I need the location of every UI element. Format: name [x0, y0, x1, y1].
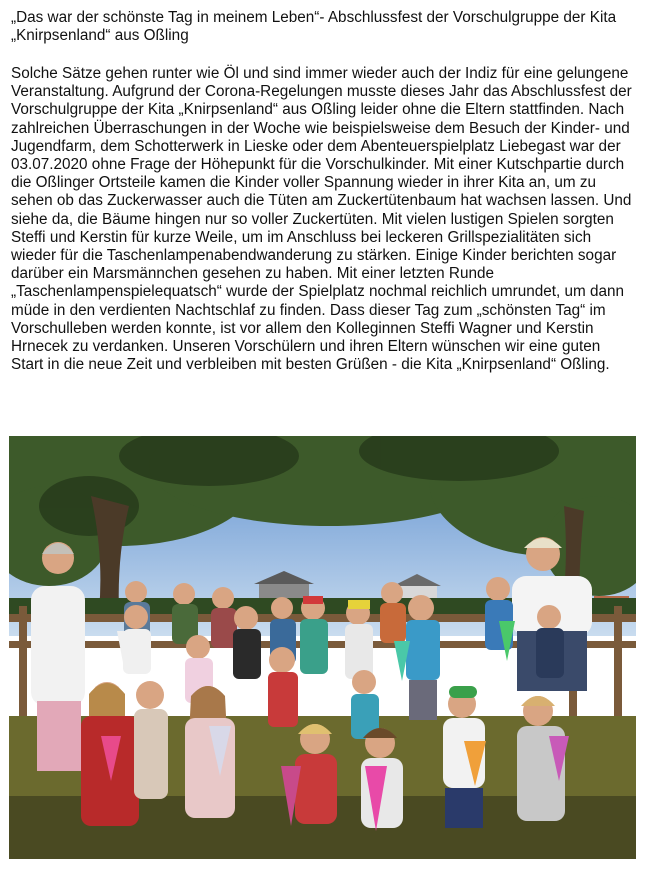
article-body: Solche Sätze gehen runter wie Öl und sind immer wieder auch der Indiz für eine gelungene Veranstaltung. Aufgrund der Corona-Regelungen musste dieses Jahr das Abschlussfest der Vorschulgruppe der Kita „Knirpsenland“ aus Oßling leider ohne die Eltern stattfinden. Nach zahlreichen Überraschungen in der Woche wie beispielsweise dem Besuch der Kinder- und Jugendfarm, dem Schotterwerk in Lieske oder dem Abenteuerspielplatz Liebegast war der 03.07.2020 ohne Frage der Höhepunkt für die Vorschulkinder. Mit einer Kutschpartie durch die Oßlinger Ortsteile kamen die Kinder voller Spannung wieder in ihrer Kita an, um zu sehen ob das Zuckerwasser auch die Tüten am Zuckertütenbaum hat wachsen lassen. Und siehe da, die Bäume hingen nur so voller Zuckertüten. Mit vielen lustigen Spielen sorgten Steffi und Kerstin für kurze Weile, um im Anschluss bei leckeren Grillspezialitäten sich wieder für die Taschenlampenabendwanderung zu stärken. Einige Kinder berichten sogar darüber ein Marsmännchen gesehen zu haben. Mit einer letzten Runde „Taschenlampenspielequatsch“ wurde der Spielplatz nochmal reichlich umrundet, um dann müde in den verdienten Nachtschlaf zu finden. Dass dieser Tag zum „schönsten Tag“ im Vorschulleben werden konnte, ist vor allem den Kolleginnen Steffi Wagner und Kerstin Hrnecek zu verdanken. Unseren Vorschülern und ihren Eltern wünschen wir eine guten Start in die neue Zeit und verbleiben mit besten Grüßen - die Kita „Knirpsenland“ Oßling. [11, 65, 632, 374]
article-title: „Das war der schönste Tag in meinem Leben“- Abschlussfest der Vorschulgruppe der Kita „Knirpsenland“ aus Oßling [11, 9, 617, 44]
group-photo [9, 436, 636, 859]
